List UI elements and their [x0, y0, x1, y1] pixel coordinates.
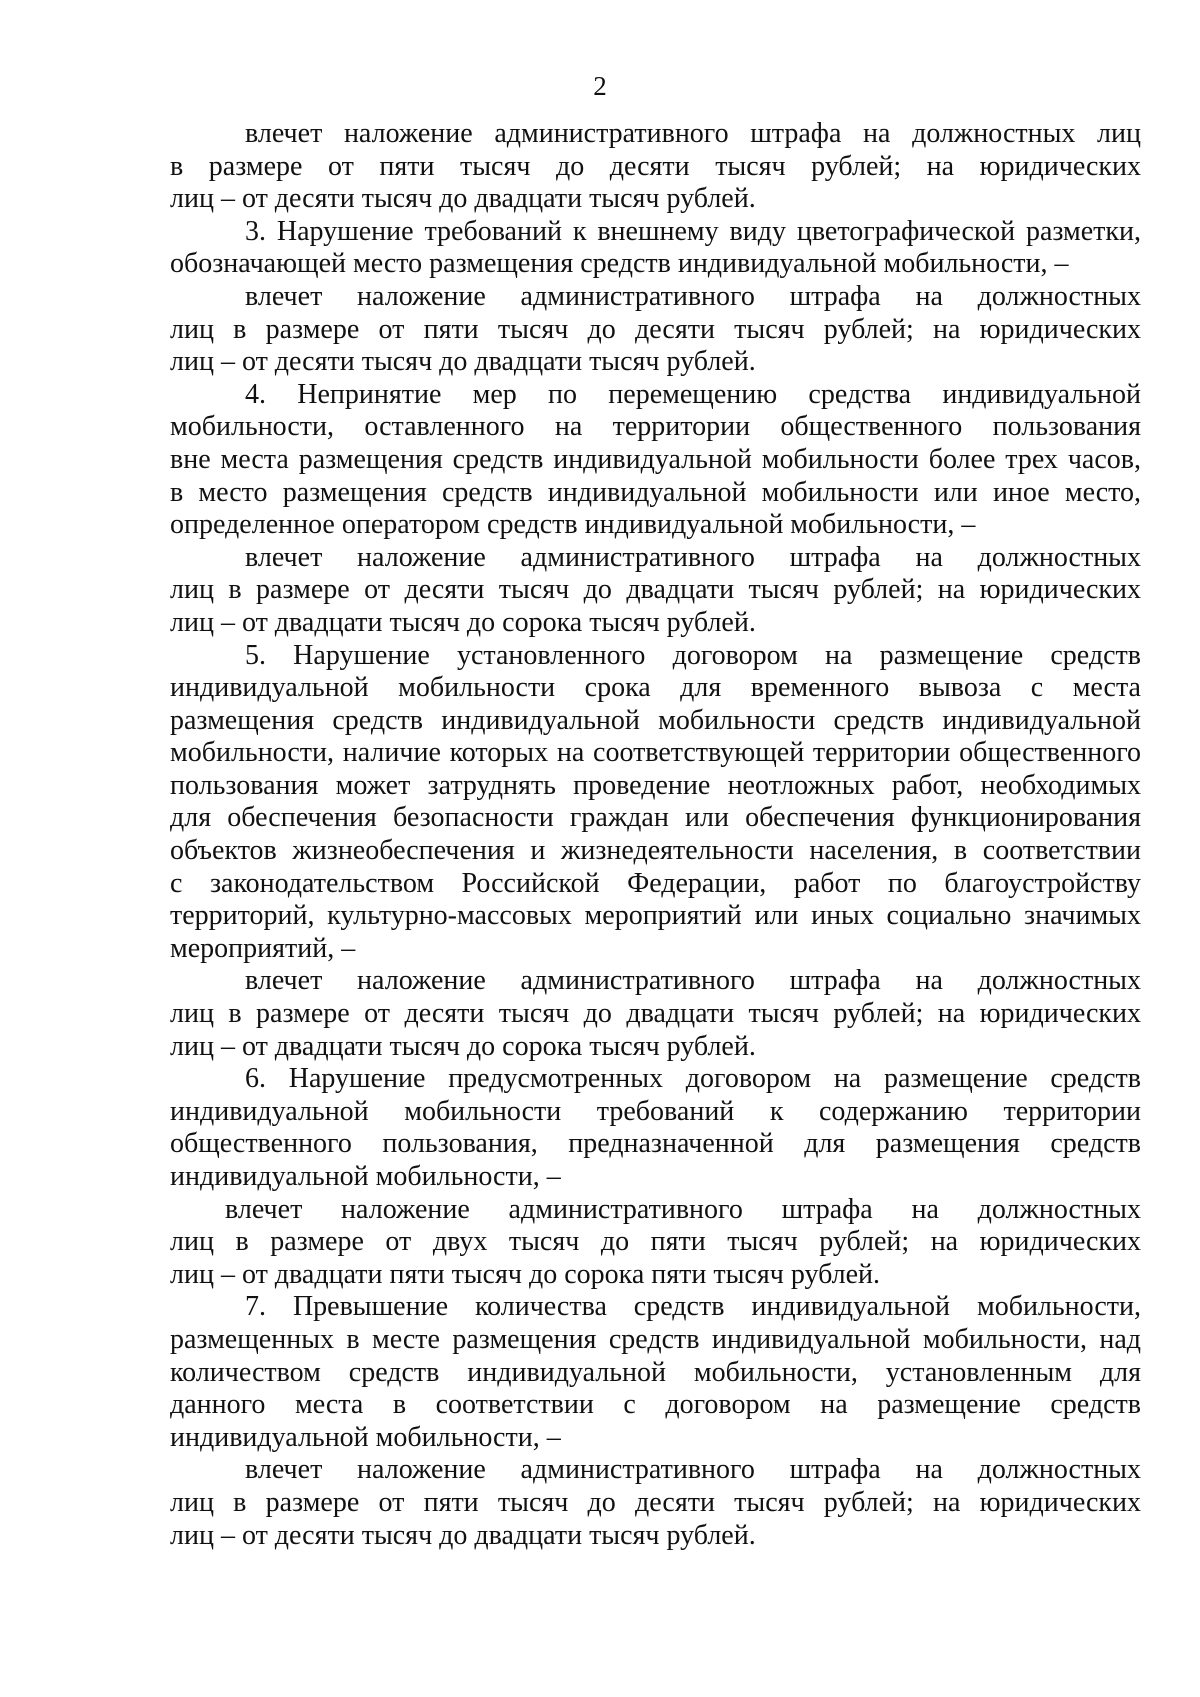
- text-line: размещенных в месте размещения средств индивидуальной мобильности, над: [170, 1323, 1141, 1355]
- text-line: вне места размещения средств индивидуальной мобильности более трех часов,: [170, 443, 1141, 475]
- text-line: в размере от пяти тысяч до десяти тысяч рублей; на юридических: [170, 150, 1141, 182]
- text-line: территорий, культурно-массовых мероприятий или иных социально значимых: [170, 900, 1141, 932]
- text-line: лиц – от двадцати тысяч до сорока тысяч рублей.: [170, 1030, 756, 1062]
- text-line: лиц – от десяти тысяч до двадцати тысяч рублей.: [170, 1519, 756, 1551]
- text-line: в место размещения средств индивидуальной мобильности или иное место,: [170, 476, 1141, 508]
- text-line: влечет наложение административного штрафа на должностных: [245, 280, 1141, 312]
- text-line: влечет наложение административного штрафа на должностных: [245, 965, 1141, 997]
- text-line: размещения средств индивидуальной мобильности средств индивидуальной: [170, 704, 1141, 736]
- text-line: лиц в размере от двух тысяч до пяти тысяч рублей; на юридических: [170, 1226, 1141, 1258]
- text-line: 7. Превышение количества средств индивидуальной мобильности,: [245, 1291, 1141, 1323]
- text-line: лиц – от двадцати пяти тысяч до сорока пяти тысяч рублей.: [170, 1258, 881, 1290]
- text-line: определенное оператором средств индивидуальной мобильности, –: [170, 509, 976, 541]
- text-line: индивидуальной мобильности, –: [170, 1421, 561, 1453]
- text-line: данного места в соответствии с договором на размещение средств: [170, 1389, 1141, 1421]
- text-line: мероприятий, –: [170, 932, 356, 964]
- text-line: лиц в размере от десяти тысяч до двадцати тысяч рублей; на юридических: [170, 574, 1141, 606]
- text-line: лиц в размере от десяти тысяч до двадцати тысяч рублей; на юридических: [170, 998, 1141, 1030]
- text-line: влечет наложение административного штрафа на должностных: [245, 1454, 1141, 1486]
- text-line: мобильности, наличие которых на соответствующей территории общественного: [170, 737, 1141, 769]
- text-line: индивидуальной мобильности срока для временного вывоза с места: [170, 672, 1141, 704]
- text-line: индивидуальной мобильности, –: [170, 1161, 561, 1192]
- text-line: для обеспечения безопасности граждан или обеспечения функционирования: [170, 802, 1141, 834]
- text-line: количеством средств индивидуальной мобильности, установленным для: [170, 1356, 1141, 1388]
- text-line: индивидуальной мобильности требований к содержанию территории: [170, 1095, 1141, 1127]
- text-line: лиц – от десяти тысяч до двадцати тысяч рублей.: [170, 183, 756, 215]
- text-line: влечет наложение административного штрафа на должностных: [245, 541, 1141, 573]
- text-line: 4. Непринятие мер по перемещению средства индивидуальной: [245, 378, 1141, 410]
- text-line: лиц в размере от пяти тысяч до десяти тысяч рублей; на юридических: [170, 313, 1141, 345]
- text-line: объектов жизнеобеспечения и жизнедеятельности населения, в соответствии: [170, 835, 1141, 867]
- text-line: мобильности, оставленного на территории общественного пользования: [170, 411, 1141, 443]
- document-body: [170, 118, 1141, 1552]
- text-line: 5. Нарушение установленного договором на размещение средств: [245, 639, 1141, 671]
- text-line: влечет наложение административного штрафа на должностных: [225, 1193, 1141, 1225]
- page-number: 2: [593, 71, 607, 101]
- text-line: лиц в размере от пяти тысяч до десяти тысяч рублей; на юридических: [170, 1486, 1141, 1518]
- text-line: лиц – от десяти тысяч до двадцати тысяч рублей.: [170, 346, 756, 378]
- text-line: обозначающей место размещения средств индивидуальной мобильности, –: [170, 248, 1069, 280]
- text-line: пользования может затруднять проведение неотложных работ, необходимых: [170, 769, 1141, 801]
- text-line: 6. Нарушение предусмотренных договором на размещение средств: [245, 1063, 1141, 1095]
- text-line: с законодательством Российской Федерации, работ по благоустройству: [170, 867, 1141, 899]
- text-line: 3. Нарушение требований к внешнему виду цветографической разметки,: [245, 215, 1141, 247]
- text-line: лиц – от двадцати тысяч до сорока тысяч рублей.: [170, 606, 756, 638]
- text-line: влечет наложение административного штрафа на должностных лиц: [245, 118, 1141, 149]
- text-line: общественного пользования, предназначенной для размещения средств: [170, 1128, 1141, 1160]
